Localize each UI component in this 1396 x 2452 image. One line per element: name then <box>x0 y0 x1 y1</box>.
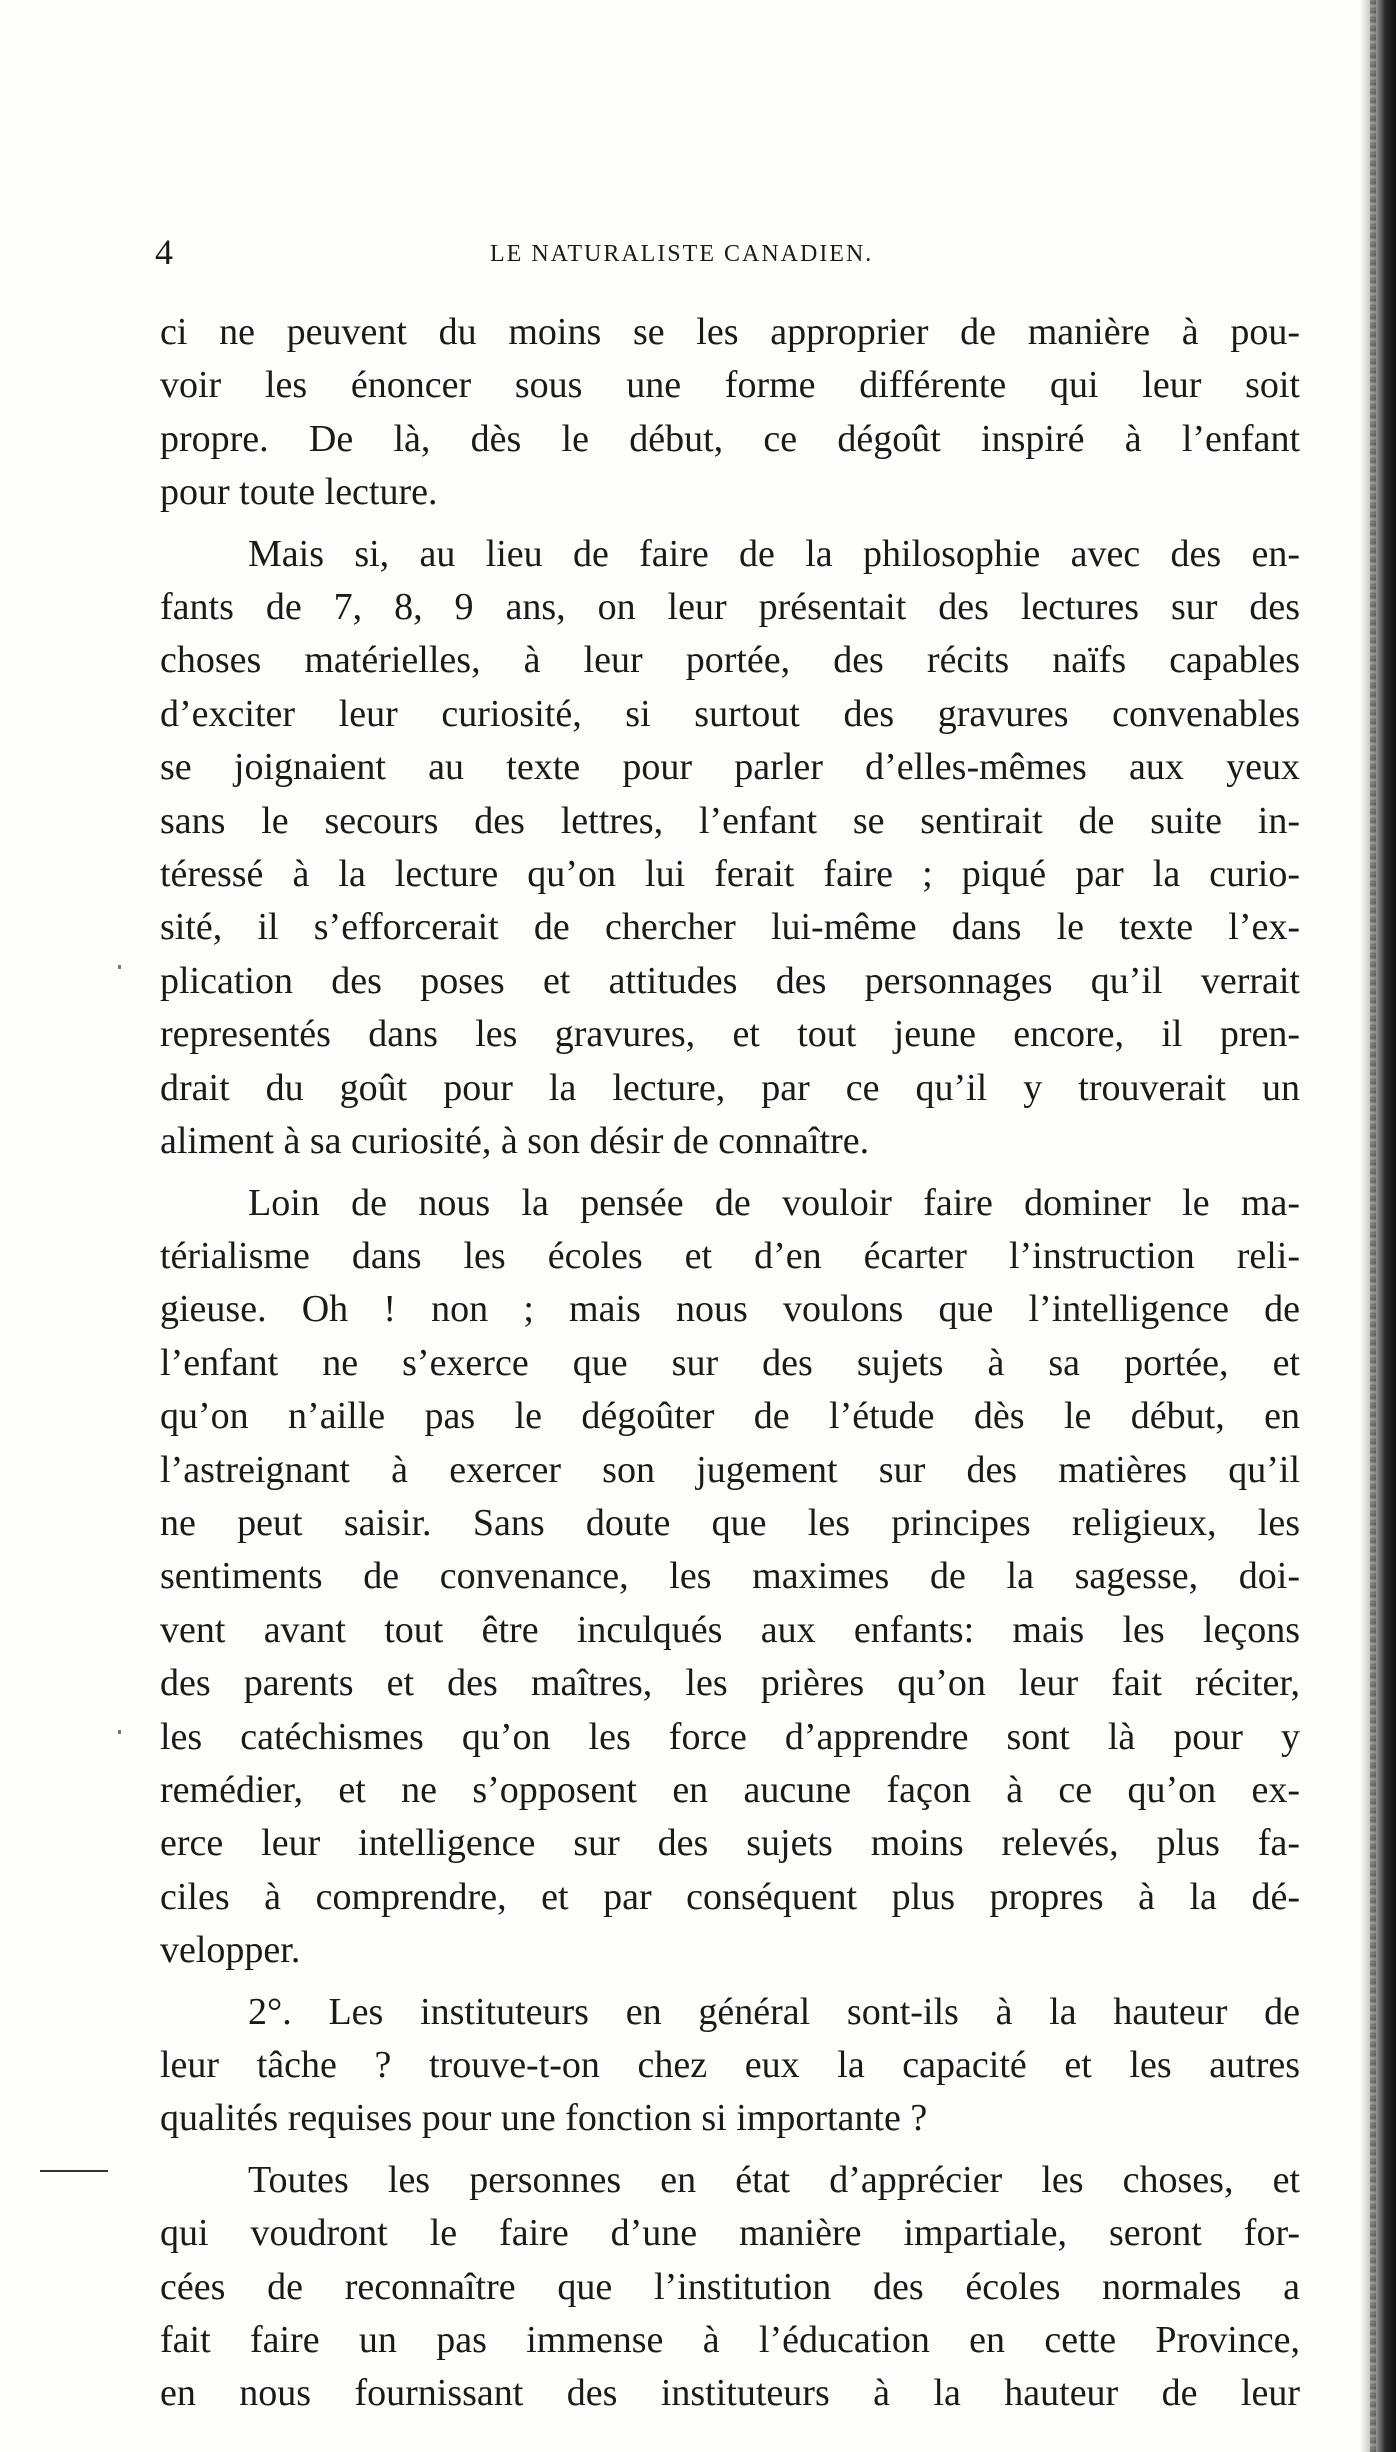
text-line: propre. De là, dès le début, ce dégoût inspiré à l’enfant <box>160 417 1300 460</box>
text-line: qu’on n’aille pas le dégoûter de l’étude dès le début, en <box>160 1395 1300 1438</box>
margin-pencil-mark <box>40 2170 108 2172</box>
text-line: plication des poses et attitudes des personnages qu’il verrait <box>160 959 1300 1002</box>
text-line: sentiments de convenance, les maximes de la sagesse, doi- <box>160 1555 1300 1598</box>
text-line: gieuse. Oh ! non ; mais nous voulons que l’intelligence de <box>160 1288 1300 1331</box>
text-line: l’enfant ne s’exerce que sur des sujets à sa portée, et <box>160 1341 1300 1384</box>
text-line: leur tâche ? trouve-t-on chez eux la capacité et les autres <box>160 2044 1300 2086</box>
text-line: vent avant tout être inculqués aux enfants: mais les leçons <box>160 1608 1300 1651</box>
text-line: Mais si, au lieu de faire de la philosophie avec des en- <box>248 532 1300 575</box>
text-line: les catéchismes qu’on les force d’apprendre sont là pour y <box>160 1715 1300 1758</box>
text-line: ciles à comprendre, et par conséquent plus propres à la dé- <box>160 1875 1300 1918</box>
paragraph <box>160 306 1300 520</box>
binding-edge <box>1360 0 1396 2452</box>
page-number: 4 <box>155 232 173 272</box>
text-line: Toutes les personnes en état d’apprécier les choses, et <box>248 2158 1300 2201</box>
paragraph <box>160 1177 1300 1978</box>
text-line: d’exciter leur curiosité, si surtout des gravures convenables <box>160 692 1300 735</box>
text-line: qualités requises pour une fonction si importante ? <box>160 2097 928 2140</box>
text-line: fants de 7, 8, 9 ans, on leur présentait des lectures sur des <box>160 586 1300 629</box>
paper-speck <box>118 965 121 969</box>
text-line: erce leur intelligence sur des sujets moins relevés, plus fa- <box>160 1822 1300 1865</box>
text-line: choses matérielles, à leur portée, des récits naïfs capables <box>160 639 1300 682</box>
text-line: sité, il s’efforcerait de chercher lui-même dans le texte l’ex- <box>160 906 1300 949</box>
paper-speck <box>118 1730 121 1734</box>
text-line: aliment à sa curiosité, à son désir de connaître. <box>160 1120 870 1163</box>
text-line: drait du goût pour la lecture, par ce qu’il y trouverait un <box>160 1066 1300 1109</box>
text-line: l’astreignant à exercer son jugement sur des matières qu’il <box>160 1448 1300 1491</box>
text-line: Loin de nous la pensée de vouloir faire dominer le ma- <box>248 1181 1300 1224</box>
text-line: representés dans les gravures, et tout jeune encore, il pren- <box>160 1013 1300 1056</box>
text-line: cées de reconnaître que l’institution des écoles normales a <box>160 2265 1300 2308</box>
paragraph <box>160 528 1300 1169</box>
text-line: des parents et des maîtres, les prières qu’on leur fait réciter, <box>160 1662 1300 1705</box>
paragraph <box>160 2154 1300 2421</box>
paragraph <box>160 1986 1300 2146</box>
text-line: remédier, et ne s’opposent en aucune façon à ce qu’on ex- <box>160 1768 1300 1811</box>
text-line: fait faire un pas immense à l’éducation en cette Province, <box>160 2319 1300 2362</box>
text-line: en nous fournissant des instituteurs à la hauteur de leur <box>160 2372 1300 2415</box>
text-line: se joignaient au texte pour parler d’elles-mêmes aux yeux <box>160 746 1300 789</box>
text-line: velopper. <box>160 1929 301 1972</box>
body-text <box>160 306 1300 2429</box>
text-line: ci ne peuvent du moins se les approprier de manière à pou- <box>160 311 1300 353</box>
page-header <box>155 232 1285 272</box>
text-line: pour toute lecture. <box>160 471 438 514</box>
text-line: téressé à la lecture qu’on lui ferait faire ; piqué par la curio- <box>160 853 1300 896</box>
text-line: voir les énoncer sous une forme différente qui leur soit <box>160 364 1300 407</box>
text-line: sans le secours des lettres, l’enfant se sentirait de suite in- <box>160 799 1300 842</box>
text-line: qui voudront le faire d’une manière impartiale, seront for- <box>160 2212 1300 2255</box>
running-head: LE NATURALISTE CANADIEN. <box>490 241 874 267</box>
text-line: 2°. Les instituteurs en général sont-ils à la hauteur de <box>248 1990 1300 2033</box>
text-line: ne peut saisir. Sans doute que les principes religieux, les <box>160 1501 1300 1544</box>
text-line: térialisme dans les écoles et d’en écarter l’instruction reli- <box>160 1234 1300 1277</box>
